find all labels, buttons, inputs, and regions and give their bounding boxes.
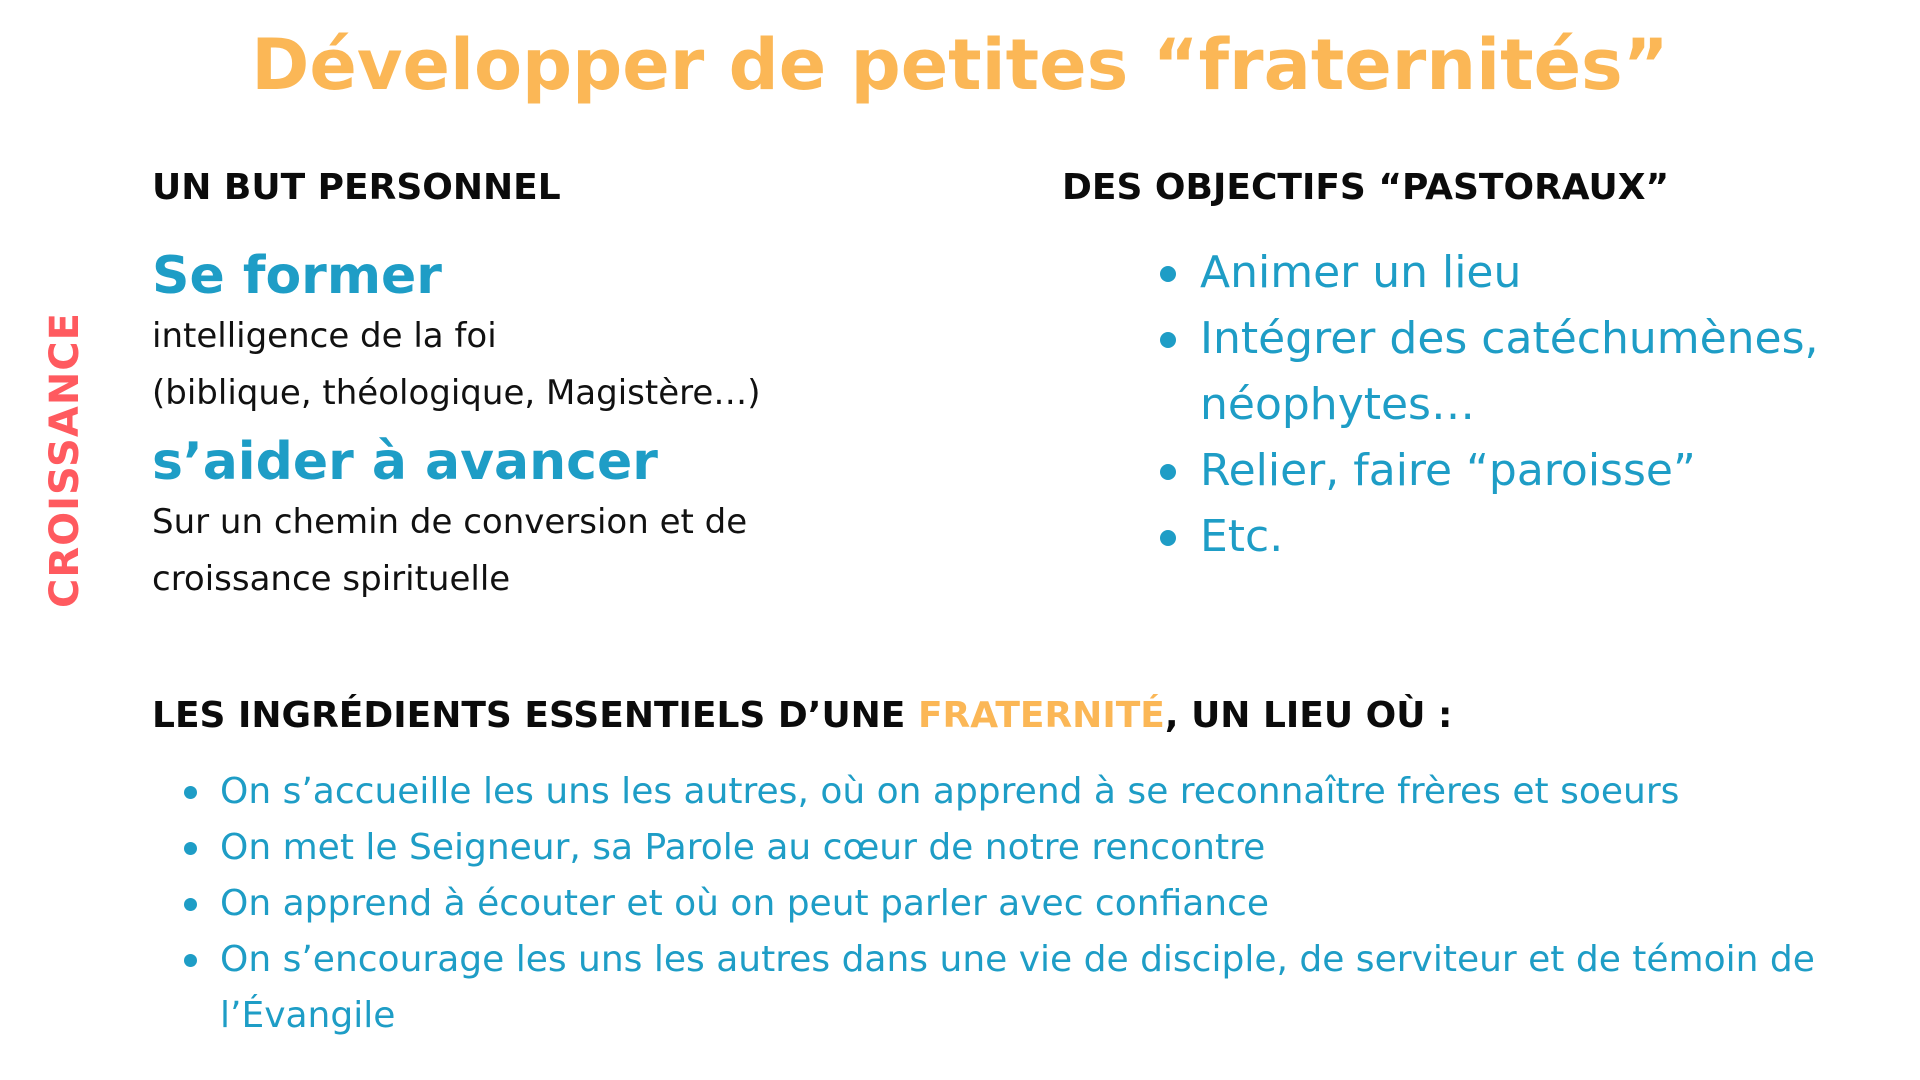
block-line: intelligence de la foi — [152, 316, 497, 356]
bullet-icon — [1160, 464, 1176, 480]
ingredients-heading-accent: FRATERNITÉ — [917, 695, 1165, 736]
ingredients-list — [184, 764, 1904, 1044]
side-label-text: CROISSANCE — [42, 312, 89, 608]
list-item-text: On s’encourage les uns les autres dans une vie de disciple, de serviteur et de témoin de l’Évangile — [220, 939, 1815, 1036]
block-line: Sur un chemin de conversion et de — [152, 502, 748, 542]
list-item — [184, 820, 1904, 876]
left-column-heading: UN BUT PERSONNEL — [152, 167, 561, 208]
side-label — [40, 310, 90, 610]
bullet-icon — [184, 842, 197, 855]
bullet-icon — [184, 898, 197, 911]
page-title: Développer de petites “fraternités” — [251, 24, 1669, 106]
ingredients-heading-end: , UN LIEU OÙ : — [1164, 695, 1453, 736]
bullet-icon — [1160, 332, 1176, 348]
block-title-se-former: Se former — [152, 246, 442, 306]
block-title-saider-a-avancer: s’aider à avancer — [152, 432, 658, 492]
right-column-heading: DES OBJECTIFS “PASTORAUX” — [1062, 167, 1670, 208]
ingredients-heading — [152, 694, 1452, 738]
block-line: croissance spirituelle — [152, 559, 511, 599]
list-item — [1160, 438, 1900, 504]
list-item-text: Relier, faire “paroisse” — [1200, 445, 1696, 496]
list-item — [1160, 240, 1900, 306]
list-item — [1160, 306, 1900, 438]
bullet-icon — [184, 786, 197, 799]
ingredients-heading-start: LES INGRÉDIENTS ESSENTIELS D’UNE — [152, 695, 918, 736]
bullet-icon — [184, 954, 197, 967]
list-item-text: Animer un lieu — [1200, 247, 1522, 298]
list-item-text: On met le Seigneur, sa Parole au cœur de notre rencontre — [220, 827, 1266, 868]
pastoral-objectives-list — [1160, 240, 1900, 570]
block-line: (biblique, théologique, Magistère…) — [152, 373, 761, 413]
list-item-text: On s’accueille les uns les autres, où on apprend à se reconnaître frères et soeurs — [220, 771, 1680, 812]
left-column — [152, 244, 932, 608]
list-item — [184, 764, 1904, 820]
bullet-icon — [1160, 266, 1176, 282]
bullet-icon — [1160, 530, 1176, 546]
list-item — [184, 876, 1904, 932]
list-item-text: On apprend à écouter et où on peut parler avec confiance — [220, 883, 1270, 924]
list-item — [184, 932, 1904, 1044]
list-item-text: Intégrer des catéchumènes, néophytes… — [1200, 313, 1819, 430]
list-item-text: Etc. — [1200, 511, 1284, 562]
list-item — [1160, 504, 1900, 570]
